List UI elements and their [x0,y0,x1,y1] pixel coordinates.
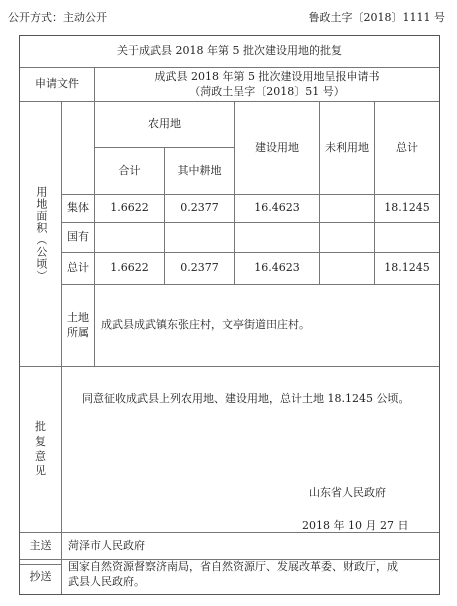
header-corner [62,102,95,195]
col-header-total-farmland: 合计 [95,148,165,195]
application-line-2: （菏政土呈字〔2018〕51 号） [189,84,345,98]
table-cell [95,223,165,253]
table-cell: 0.2377 [165,253,235,285]
application-line-1: 成武县 2018 年第 5 批次建设用地呈报申请书 [154,69,380,83]
application-content [95,68,439,102]
approval-text: 同意征收成武县上列农用地、建设用地，总计土地 18.1245 公顷。 [82,392,410,405]
location-label: 土地所属 [62,285,95,367]
application-label: 申请文件 [20,68,95,102]
document-title: 关于成武县 2018 年第 5 批次建设用地的批复 [20,36,439,68]
table-cell: 0.2377 [165,195,235,223]
table-cell: 16.4623 [235,195,320,223]
row-label-state: 国有 [62,223,95,253]
disclosure-mode: 公开方式：主动公开 [8,11,107,24]
table-cell [320,223,375,253]
table-cell [235,223,320,253]
farmland-group-header: 农用地 [95,102,235,148]
location-value: 成武县成武镇东张庄村，文亭街道田庄村。 [95,285,439,367]
row-label-collective: 集体 [62,195,95,223]
approval-date: 2018 年 10 月 27 日 [302,519,409,532]
col-header-construction: 建设用地 [235,102,320,195]
table-cell: 18.1245 [375,253,439,285]
cc-line-1: 国家自然资源督察济南局，省自然资源厅、发展改革委、财政厅，成 [68,560,398,573]
table-cell: 1.6622 [95,195,165,223]
send-to-value: 菏泽市人民政府 [62,533,439,560]
col-header-arable: 其中耕地 [165,148,235,195]
col-header-unused: 未利用地 [320,102,375,195]
approval-content [62,367,439,533]
area-side-label: 用地面积（公顷） [20,102,62,367]
row-label-total: 总计 [62,253,95,285]
send-to-label: 主送 [20,533,62,560]
col-header-grand-total: 总计 [375,102,439,195]
cc-label: 抄送 [20,560,62,594]
table-cell: 18.1245 [375,195,439,223]
cc-line-2: 武县人民政府。 [68,574,145,588]
document-number: 鲁政土字〔2018〕1111 号 [308,11,445,24]
table-cell [375,223,439,253]
approval-form [19,35,440,595]
table-cell [320,253,375,285]
table-cell [320,195,375,223]
approval-label: 批复意见 [20,367,62,533]
table-cell: 16.4623 [235,253,320,285]
table-cell [165,223,235,253]
table-cell: 1.6622 [95,253,165,285]
approval-issuer: 山东省人民政府 [309,486,386,499]
cc-value [62,560,439,594]
